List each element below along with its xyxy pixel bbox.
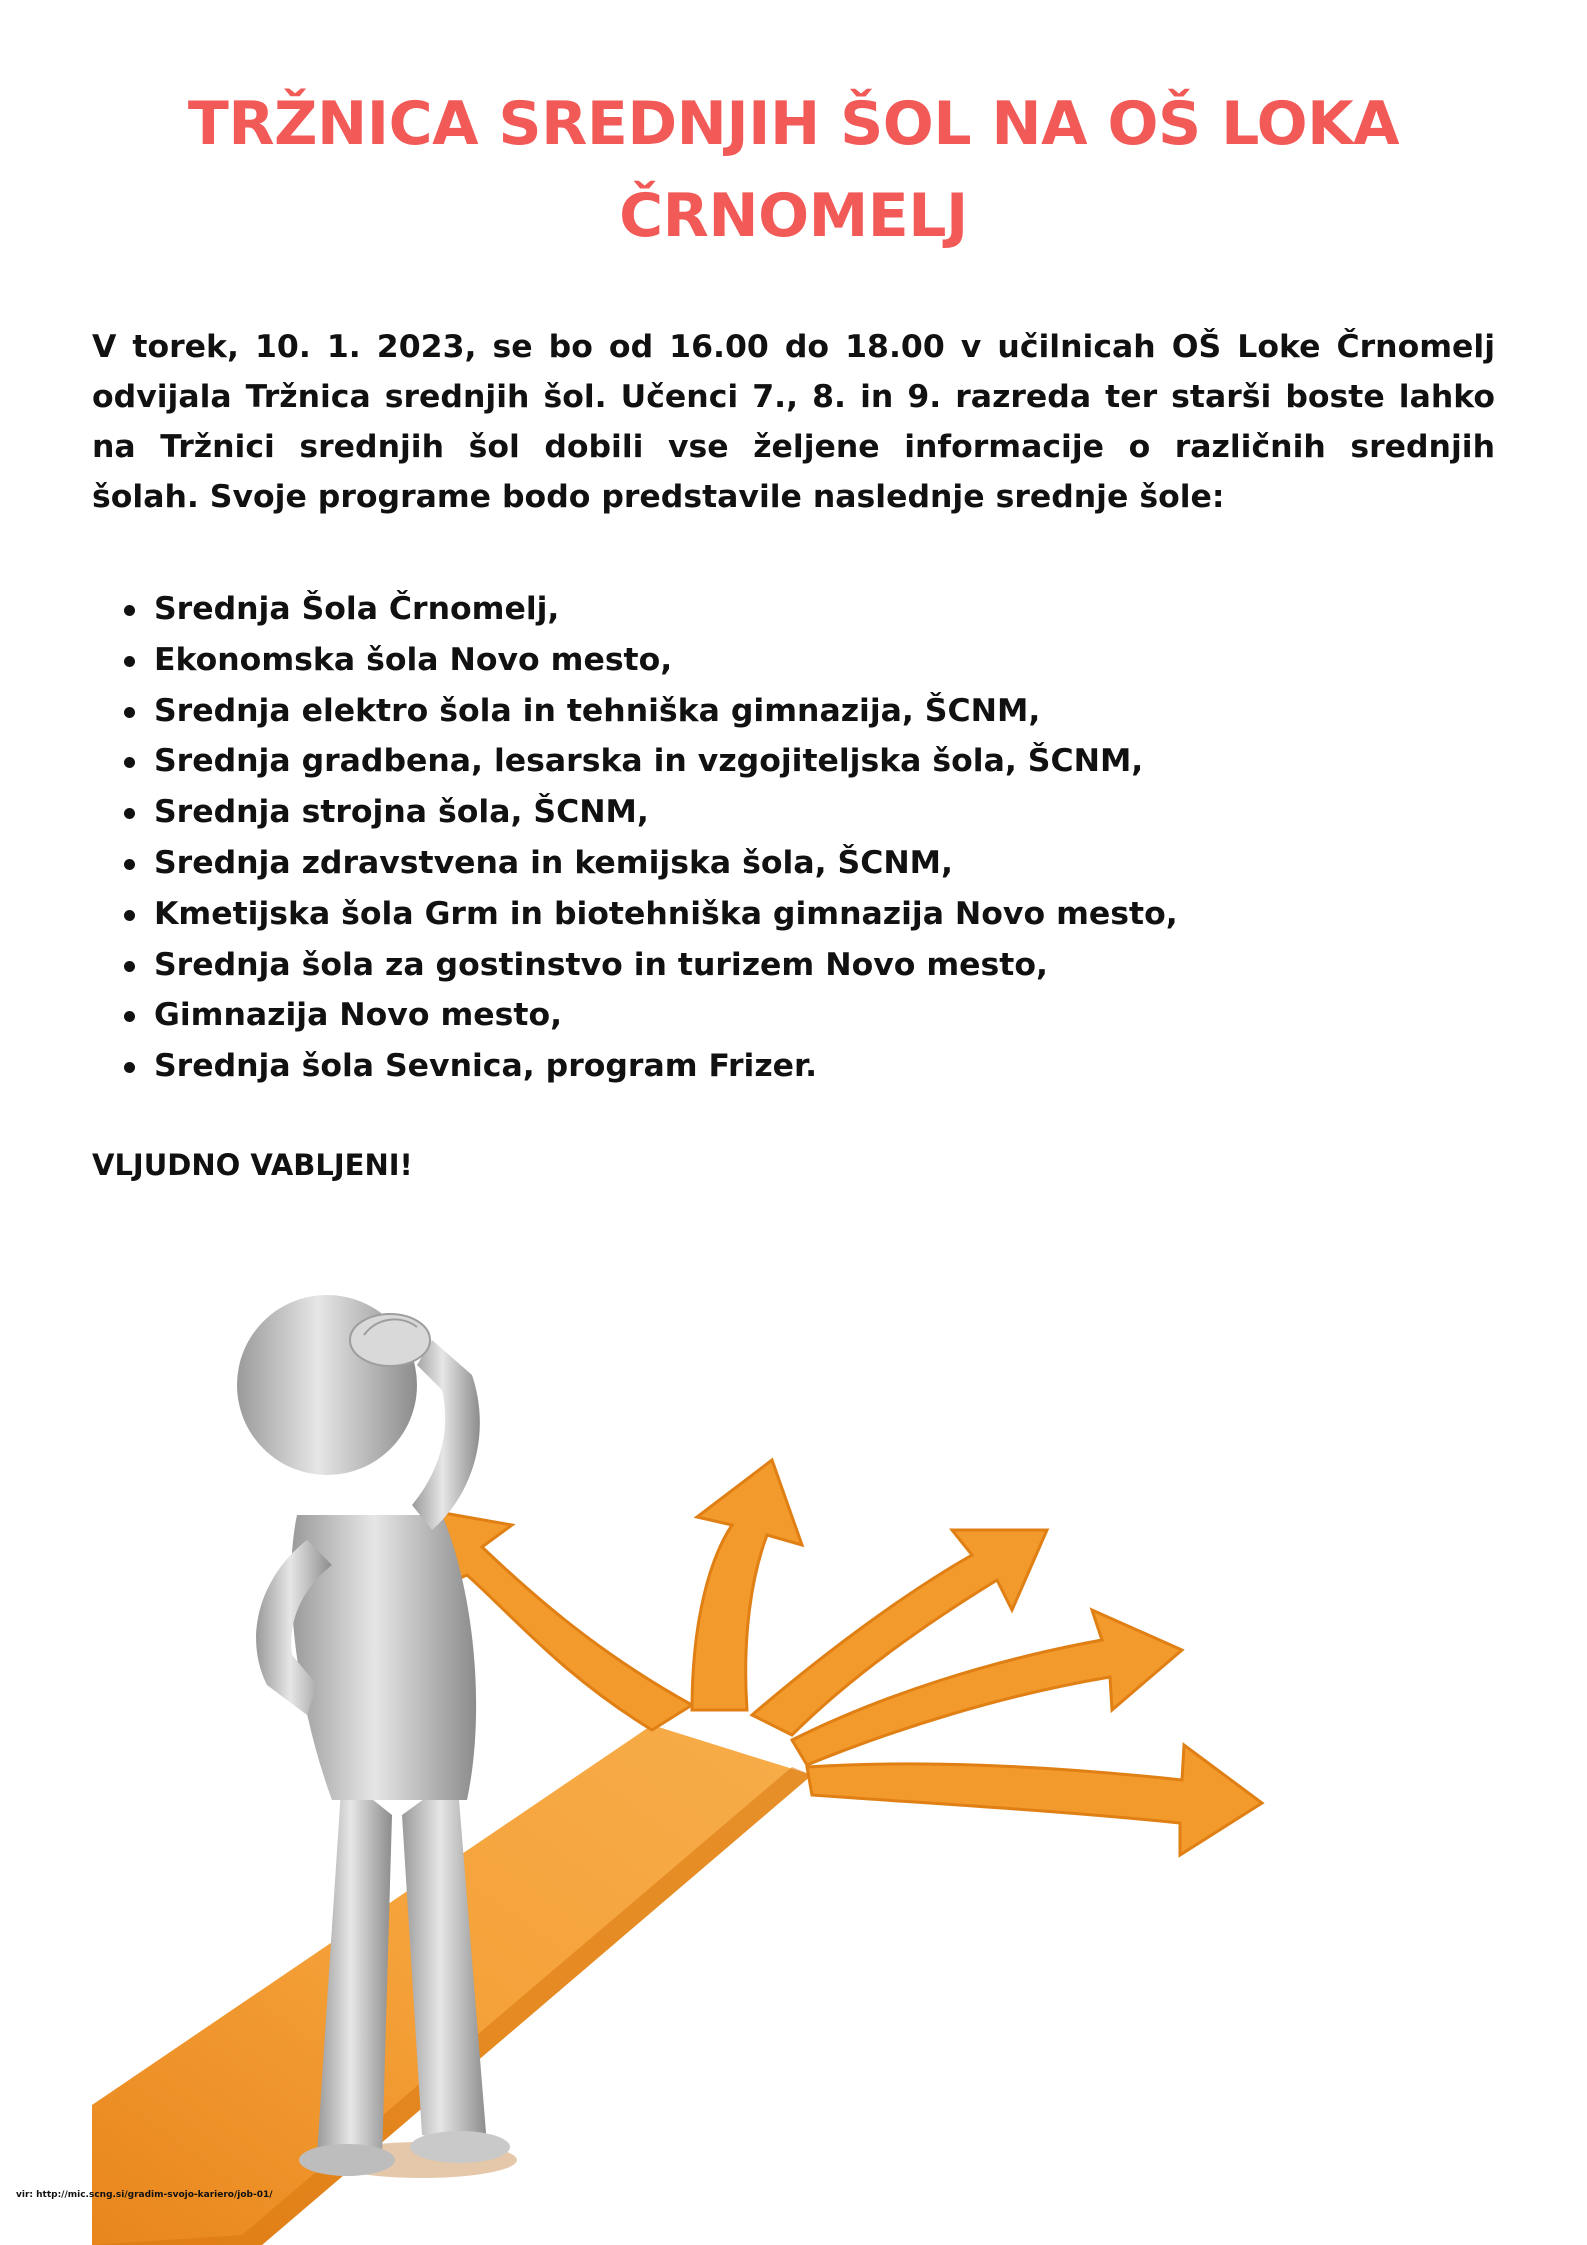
bullet-icon xyxy=(124,910,135,921)
list-item xyxy=(118,838,1178,889)
bullet-icon xyxy=(124,859,135,870)
bullet-icon xyxy=(124,656,135,667)
bullet-icon xyxy=(124,1062,135,1073)
list-item xyxy=(118,635,1178,686)
school-name: Gimnazija Novo mesto, xyxy=(154,997,563,1034)
bullet-icon xyxy=(124,1011,135,1022)
school-name: Srednja strojna šola, ŠCNM, xyxy=(154,794,649,831)
bullet-icon xyxy=(124,961,135,972)
list-item xyxy=(118,1041,1178,1092)
school-name: Srednja zdravstvena in kemijska šola, ŠCNM, xyxy=(154,844,953,881)
list-item xyxy=(118,889,1178,940)
list-item xyxy=(118,584,1178,635)
bullet-icon xyxy=(124,757,135,768)
list-item xyxy=(118,990,1178,1041)
intro-line-1: V torek, 10. 1. 2023, se bo od 16.00 do 18.00 v učilnicah OŠ Loke Črnomelj xyxy=(92,329,1495,365)
school-name: Srednja Šola Črnomelj, xyxy=(154,591,560,627)
list-item xyxy=(118,940,1178,991)
list-item xyxy=(118,686,1178,737)
school-name: Srednja šola Sevnica, program Frizer. xyxy=(154,1048,818,1085)
closing-text: VLJUDNO VABLJENI! xyxy=(92,1148,413,1182)
intro-line-4: šolah. Svoje programe bodo predstavile naslednje srednje šole: xyxy=(92,479,1225,515)
page-title xyxy=(120,78,1467,262)
bullet-icon xyxy=(124,605,135,616)
bullet-icon xyxy=(124,808,135,819)
list-item xyxy=(118,736,1178,787)
school-name: Srednja šola za gostinstvo in turizem Novo mesto, xyxy=(154,946,1048,983)
school-name: Kmetijska šola Grm in biotehniška gimnazija Novo mesto, xyxy=(154,895,1178,932)
bullet-icon xyxy=(124,707,135,718)
school-name: Ekonomska šola Novo mesto, xyxy=(154,641,673,678)
title-line-2: ČRNOMELJ xyxy=(619,181,968,251)
title-line-1: TRŽNICA SREDNJIH ŠOL NA OŠ LOKA xyxy=(187,89,1400,159)
intro-line-2: odvijala Tržnica srednjih šol. Učenci 7., 8. in 9. razreda ter starši boste lahko xyxy=(92,379,1495,415)
school-name: Srednja gradbena, lesarska in vzgojiteljska šola, ŠCNM, xyxy=(154,743,1144,780)
school-list xyxy=(118,584,1178,1092)
image-source-caption: vir: http://mic.scng.si/gradim-svojo-kariero/job-01/ xyxy=(16,2190,273,2200)
intro-line-3: na Tržnici srednjih šol dobili vse željene informacije o različnih srednjih xyxy=(92,429,1495,465)
list-item xyxy=(118,787,1178,838)
crossroads-illustration xyxy=(92,1255,1392,2245)
intro-paragraph xyxy=(92,322,1495,522)
school-name: Srednja elektro šola in tehniška gimnazija, ŠCNM, xyxy=(154,692,1041,729)
